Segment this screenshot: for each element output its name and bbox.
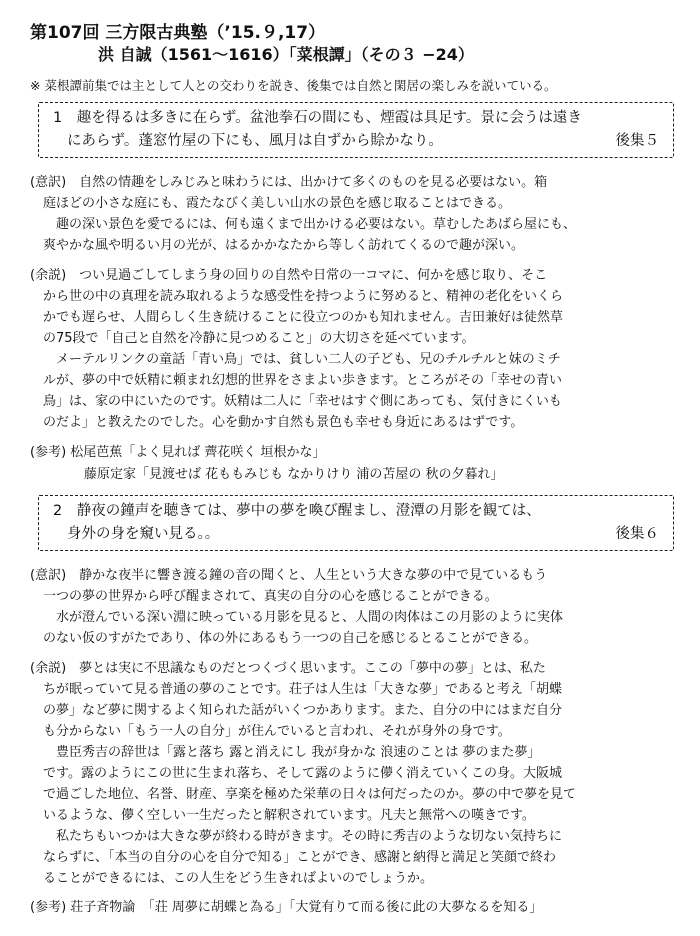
text-line: ルが、夢の中で妖精に頼まれ幻想的世界をさまよい歩きます。ところがその「幸せの青い <box>43 373 562 388</box>
text-line: かでも遅らせ、人間らしく生き続けることに役立つのかも知れません。吉田兼好は徒然草 <box>43 310 564 325</box>
text-line: で過ごした地位、名誉、財産、享楽を極めた栄華の日々は何だったのか。夢の中で夢を見て <box>43 787 577 802</box>
text-line: のない仮のすがたであり、体の外にあるもう一つの自己を感じるとることができる。 <box>43 631 538 646</box>
text-line: ることができるには、この人生をどう生きればよいのでしょうか。 <box>43 871 434 886</box>
text-line: です。露のようにこの世に生まれ落ち、そして露のように儚く消えていくこの身。大阪城 <box>43 766 562 781</box>
text-line: 爽やかな風や明るい月の光が、はるかかなたから等しく訪れてくるので趣が深い。 <box>43 238 525 253</box>
text-line: ならずに、「本当の自分の心を自分で知る」ことができ、感謝と納得と満足と笑顔で終わ <box>43 850 556 865</box>
section-commentary-2 <box>30 658 674 889</box>
text-line: (余説) つい見過ごしてしまう身の回りの自然や日常の一コマに、何かを感じ取り、そこ <box>30 268 548 283</box>
text-line: から世の中の真理を読み取れるような感受性を持つように努めると、精神の老化をいくら <box>43 289 564 304</box>
reference-1 <box>30 442 674 486</box>
text-line: のだよ」と教えたのでした。心を動かす自然も景色も幸せも身近にあるはずです。 <box>43 415 524 430</box>
quote-2-line-1: 2 静夜の鐘声を聴きては、夢中の夢を喚び醒まし、澄潭の月影を観ては、 <box>53 503 541 519</box>
quote-box-2 <box>38 495 674 551</box>
quote-1-source: 後集５ <box>615 133 659 149</box>
text-line: も分からない「もう一人の自分」が住んでいると言われ、それが身外の身です。 <box>43 724 511 739</box>
text-line: (余説) 夢とは実に不思議なものだとつくづく思います。ここの「夢中の夢」とは、私た <box>30 661 546 676</box>
text-line: メーテルリンクの童話「青い鳥」では、貧しい二人の子ども、兄のチルチルと妹のミチ <box>56 352 561 367</box>
section-translation-2 <box>30 565 674 649</box>
text-line: 鳥」は、家の中にいたのです。妖精は二人に「幸せはすぐ側にあっても、気付きにくいも <box>43 394 562 409</box>
text-line: 庭ほどの小さな庭にも、霞たなびく美しい山水の景色を感じ取ることはできる。 <box>43 196 512 211</box>
section-translation-1 <box>30 172 674 256</box>
text-line: (意訳) 自然の情趣をしみじみと味わうには、出かけて多くのものを見る必要はない。箱 <box>30 175 548 190</box>
page-subtitle: 洪 自誠（1561〜1616）「菜根譚」（その３ −24） <box>98 45 474 64</box>
reference-2: (参考) 荘子斉物論 「荘 周夢に胡蝶と為る」「大覚有りて而る後に此の大夢なるを知る」 <box>30 900 543 915</box>
text-line: 趣の深い景色を愛でるには、何も遠くまで出かける必要はない。草むしたあばら屋にも、 <box>56 217 577 232</box>
text-line: いるような、儚く空しい一生だったと解釈されています。凡夫と無常への嘆きです。 <box>43 808 535 823</box>
text-line: ちが眠っていて見る普通の夢のことです。荘子は人生は「大きな夢」であると考え「胡蝶 <box>43 682 562 697</box>
text-line: の75段で「自己と自然を冷静に見つめること」の大切さを延べています。 <box>43 331 475 346</box>
quote-2-source: 後集６ <box>615 526 659 542</box>
text-line: (意訳) 静かな夜半に響き渡る鐘の音の聞くと、人生という大きな夢の中で見ているもう <box>30 568 548 583</box>
quote-box-1 <box>38 102 674 158</box>
text-line: 私たちもいつかは大きな夢が終わる時がきます。その時に秀吉のような切ない気持ちに <box>56 829 562 844</box>
text-line: 豊臣秀吉の辞世は「露と落ち 露と消えにし 我が身かな 浪速のことは 夢のまた夢」 <box>56 745 541 760</box>
page-title: 第107回 三方限古典塾（’15.９,17） <box>30 23 326 43</box>
text-line: 一つの夢の世界から呼び醒まされて、真実の自分の心を感じることができる。 <box>43 589 498 604</box>
reference-line: 藤原定家「見渡せば 花ももみじも なかりけり 浦の苫屋の 秋の夕暮れ」 <box>84 467 504 482</box>
intro-note: ※ 菜根譚前集では主として人との交わりを説き、後集では自然と閑居の楽しみを説いている。 <box>30 78 557 93</box>
quote-2-line-2: 身外の身を窺い見る。。 <box>67 526 220 542</box>
text-line: 水が澄んでいる深い淵に映っている月影を見ると、人間の肉体はこの月影のように実体 <box>56 610 564 625</box>
section-commentary-1 <box>30 265 674 433</box>
quote-1-line-1: 1 趣を得るは多きに在らず。盆池拳石の間にも、煙霞は具足す。景に会うは遠き <box>53 110 582 126</box>
reference-line: (参考) 松尾芭蕉「よく見れば 薺花咲く 垣根かな」 <box>30 445 326 460</box>
text-line: の夢」など夢に関するよく知られた話がいくつかあります。また、自分の中にはまだ自分 <box>43 703 562 718</box>
quote-1-line-2: にあらず。蓬窓竹屋の下にも、風月は自ずから賒かなり。 <box>67 133 443 149</box>
